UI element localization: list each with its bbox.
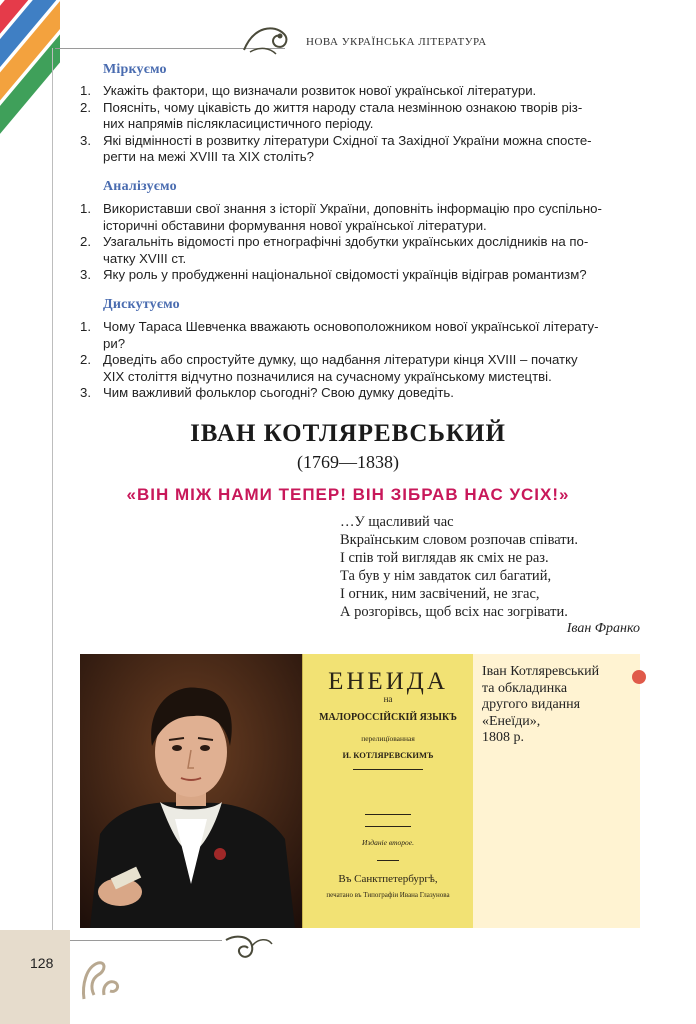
book-author: И. КОТЛЯРЕВСКИМЪ [342, 750, 434, 760]
publisher-logo-icon [76, 955, 126, 1005]
question-list-analizuiemo [80, 201, 645, 284]
caption-line: 1808 р. [482, 730, 524, 745]
page-number: 128 [30, 955, 54, 971]
poem-line: І спів той виглядав як сміх не раз. [340, 550, 549, 566]
section-heading-analizuiemo: Аналізуємо [103, 179, 177, 194]
figure-block [80, 654, 640, 928]
book-cover-image [302, 654, 473, 928]
portrait-illustration [80, 654, 302, 928]
section-heading-dyskutuiemo: Дискутуємо [103, 297, 180, 312]
question-item: 2. Поясніть, чому цікавість до життя народу стала незмінною ознакою творів різ- них напрямів післякласицистичного періоду. [80, 99, 583, 131]
question-item: 3. Які відмінності в розвитку літератури Східної та Західної України можна спосте- регти на межі XVIII та XIX століть? [80, 132, 592, 164]
book-perelitsovannaya: перелицїованная [361, 734, 415, 743]
page-corner-block [0, 930, 70, 1024]
question-item: 2. Узагальніть відомості про етнографічні здобутки українських дослідників на по- чатку XVIII ст. [80, 234, 589, 266]
book-language: МАЛОРОССІЙСКІЙ ЯЗЫКЪ [319, 712, 457, 723]
footer-ornament-icon [222, 930, 274, 966]
question-item: 2. Доведіть або спростуйте думку, що надбання літератури кінця XVIII – початку XIX століття відчутно позначилися на сучасному українському мистецтві. [80, 352, 578, 384]
book-divider [365, 826, 411, 827]
book-divider [365, 814, 411, 815]
caption-line: другого видання [482, 697, 581, 712]
poem-line: І огник, ним засвічений, не згас, [340, 586, 540, 602]
poem-line: Та був у нім завдаток сил багатий, [340, 568, 552, 584]
poem-epigraph [340, 513, 640, 621]
section-heading-mirkuiemo: Міркуємо [103, 62, 167, 77]
book-text-na: на [383, 694, 393, 704]
book-divider [377, 860, 399, 861]
question-item: 1. Чому Тараса Шевченка вважають основоположником нової української літерату- ри? [80, 319, 599, 351]
caption-line: та обкладинка [482, 680, 568, 696]
book-city: Въ Санктпетербургѣ, [338, 873, 438, 885]
poem-line: …У щасливий час [340, 514, 454, 530]
author-name-heading: ІВАН КОТЛЯРЕВСЬКИЙ [190, 420, 506, 447]
question-item: 1. Використавши свої знання з історії України, доповніть інформацію про суспільно- історичні обставини формування нової української літератури. [80, 201, 602, 233]
footer-rule [52, 940, 222, 941]
portrait-image [80, 654, 302, 928]
marker-dot [632, 670, 646, 684]
author-years: (1769—1838) [297, 452, 399, 472]
figure-caption [482, 664, 632, 747]
epigraph-title: «ВІН МІЖ НАМИ ТЕПЕР! ВІН ЗІБРАВ НАС УСІХ!» [126, 485, 570, 504]
question-list-dyskutuiemo [80, 319, 645, 402]
question-list-mirkuiemo [80, 83, 645, 166]
running-header-title: НОВА УКРАЇНСЬКА ЛІТЕРАТУРА [306, 36, 487, 48]
poem-line: Вкраїнським словом розпочав співати. [340, 532, 579, 548]
question-item: 3. Яку роль у пробудженні національної свідомості українців відіграв романтизм? [80, 267, 587, 282]
poem-author: Іван Франко [566, 621, 640, 636]
book-press: печатано въ Типографіи Ивана Глазунова [326, 891, 450, 899]
question-item: 1. Укажіть фактори, що визначали розвиток нової української літератури. [80, 83, 537, 98]
decorative-stripes [0, 0, 60, 200]
caption-line: «Енеїди», [482, 713, 541, 729]
poem-line: А розгорівсь, щоб всіх нас зогрівати. [340, 604, 568, 620]
book-title: ЕНЕИДА [328, 668, 448, 695]
book-divider [353, 769, 423, 770]
caption-line: Іван Котляревський [482, 664, 600, 679]
header-ornament-icon [240, 20, 296, 60]
book-edition: Изданіе второе. [362, 838, 414, 847]
question-item: 3. Чим важливий фольклор сьогодні? Свою думку доведіть. [80, 385, 454, 400]
